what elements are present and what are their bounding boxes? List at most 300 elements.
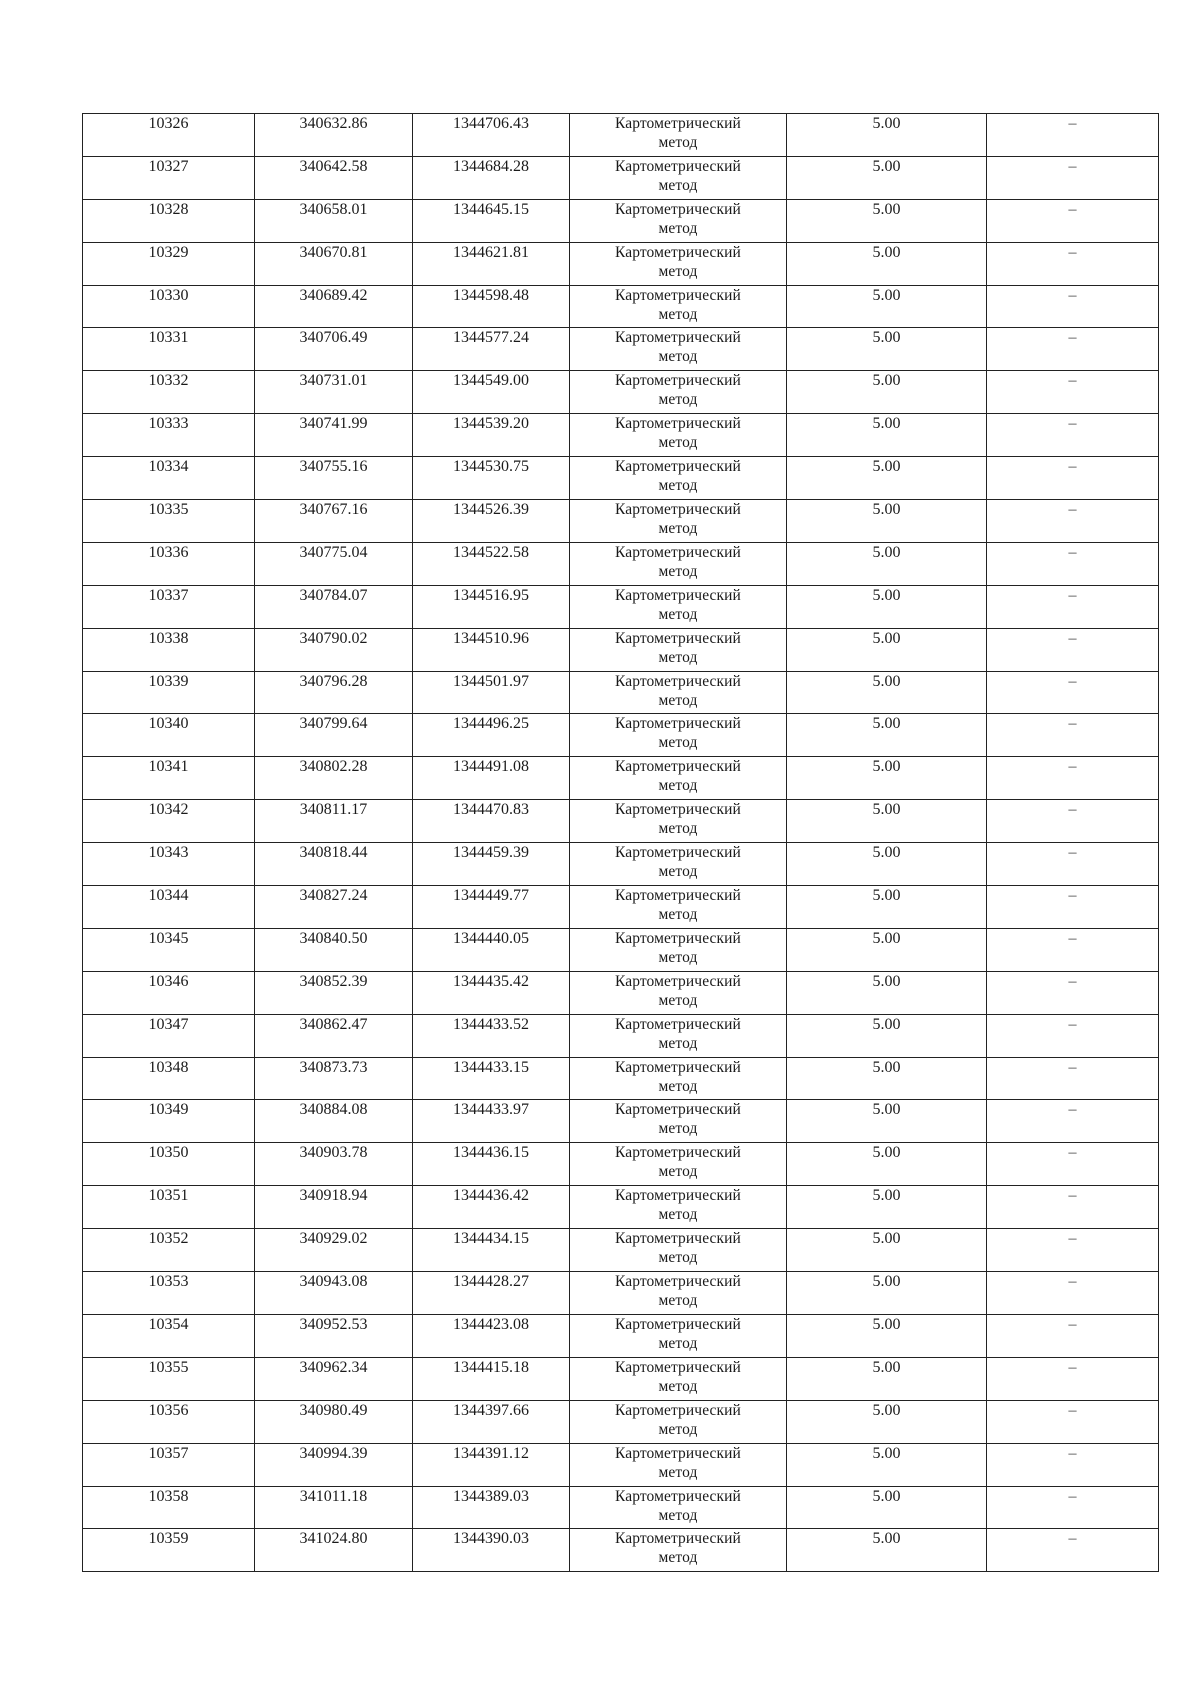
table-row	[83, 114, 1159, 157]
method-cell	[570, 1486, 787, 1529]
method-line-1: Картометрический	[615, 801, 741, 819]
table-row	[83, 1357, 1159, 1400]
method-line-2: метод	[658, 477, 698, 495]
table-row	[83, 757, 1159, 800]
method-line-2: метод	[658, 948, 698, 966]
note-cell: –	[987, 886, 1159, 929]
y-coordinate-cell: 1344496.25	[413, 714, 570, 757]
accuracy-cell: 5.00	[787, 628, 987, 671]
note-cell: –	[987, 1057, 1159, 1100]
method-cell	[570, 1443, 787, 1486]
x-coordinate-cell: 341011.18	[255, 1486, 413, 1529]
x-coordinate-cell: 340670.81	[255, 242, 413, 285]
method-line-2: метод	[658, 1420, 698, 1438]
x-coordinate-cell: 340799.64	[255, 714, 413, 757]
table-row	[83, 671, 1159, 714]
y-coordinate-cell: 1344501.97	[413, 671, 570, 714]
method-line-1: Картометрический	[615, 115, 741, 132]
method-line-2: метод	[658, 520, 698, 538]
point-id-cell: 10346	[83, 971, 255, 1014]
method-line-2: метод	[658, 1292, 698, 1310]
method-cell	[570, 156, 787, 199]
y-coordinate-cell: 1344621.81	[413, 242, 570, 285]
table-row	[83, 1272, 1159, 1315]
x-coordinate-cell: 340802.28	[255, 757, 413, 800]
x-coordinate-cell: 340903.78	[255, 1143, 413, 1186]
note-cell: –	[987, 1529, 1159, 1572]
point-id-cell: 10355	[83, 1357, 255, 1400]
table-row	[83, 242, 1159, 285]
accuracy-cell: 5.00	[787, 1357, 987, 1400]
table-row	[83, 1186, 1159, 1229]
note-cell: –	[987, 1486, 1159, 1529]
method-line-1: Картометрический	[615, 501, 741, 519]
accuracy-cell: 5.00	[787, 585, 987, 628]
point-id-cell: 10342	[83, 800, 255, 843]
method-line-2: метод	[658, 262, 698, 280]
y-coordinate-cell: 1344645.15	[413, 199, 570, 242]
point-id-cell: 10327	[83, 156, 255, 199]
table-body	[83, 114, 1159, 1572]
method-cell	[570, 757, 787, 800]
table-row	[83, 1486, 1159, 1529]
note-cell: –	[987, 585, 1159, 628]
x-coordinate-cell: 340755.16	[255, 457, 413, 500]
x-coordinate-cell: 340632.86	[255, 114, 413, 157]
x-coordinate-cell: 340818.44	[255, 843, 413, 886]
y-coordinate-cell: 1344684.28	[413, 156, 570, 199]
accuracy-cell: 5.00	[787, 1014, 987, 1057]
method-line-1: Картометрический	[615, 1144, 741, 1162]
point-id-cell: 10329	[83, 242, 255, 285]
table-row	[83, 156, 1159, 199]
method-cell	[570, 328, 787, 371]
method-cell	[570, 886, 787, 929]
accuracy-cell: 5.00	[787, 671, 987, 714]
table-row	[83, 1057, 1159, 1100]
method-line-1: Картометрический	[615, 1358, 741, 1376]
accuracy-cell: 5.00	[787, 1229, 987, 1272]
method-cell	[570, 1186, 787, 1229]
coordinates-table	[82, 113, 1159, 1572]
method-cell	[570, 114, 787, 157]
method-cell	[570, 457, 787, 500]
note-cell: –	[987, 328, 1159, 371]
point-id-cell: 10347	[83, 1014, 255, 1057]
method-cell	[570, 628, 787, 671]
x-coordinate-cell: 340962.34	[255, 1357, 413, 1400]
x-coordinate-cell: 340784.07	[255, 585, 413, 628]
accuracy-cell: 5.00	[787, 542, 987, 585]
point-id-cell: 10359	[83, 1529, 255, 1572]
method-cell	[570, 800, 787, 843]
method-cell	[570, 414, 787, 457]
method-line-1: Картометрический	[615, 1530, 741, 1548]
method-line-1: Картометрический	[615, 929, 741, 947]
method-line-2: метод	[658, 863, 698, 881]
y-coordinate-cell: 1344435.42	[413, 971, 570, 1014]
point-id-cell: 10331	[83, 328, 255, 371]
y-coordinate-cell: 1344391.12	[413, 1443, 570, 1486]
note-cell: –	[987, 1272, 1159, 1315]
x-coordinate-cell: 340796.28	[255, 671, 413, 714]
method-line-2: метод	[658, 391, 698, 409]
method-line-2: метод	[658, 820, 698, 838]
y-coordinate-cell: 1344526.39	[413, 500, 570, 543]
point-id-cell: 10354	[83, 1314, 255, 1357]
x-coordinate-cell: 340642.58	[255, 156, 413, 199]
method-cell	[570, 714, 787, 757]
note-cell: –	[987, 843, 1159, 886]
point-id-cell: 10334	[83, 457, 255, 500]
note-cell: –	[987, 457, 1159, 500]
note-cell: –	[987, 1014, 1159, 1057]
method-line-2: метод	[658, 134, 698, 151]
y-coordinate-cell: 1344491.08	[413, 757, 570, 800]
x-coordinate-cell: 340980.49	[255, 1400, 413, 1443]
note-cell: –	[987, 1229, 1159, 1272]
method-line-2: метод	[658, 906, 698, 924]
y-coordinate-cell: 1344577.24	[413, 328, 570, 371]
x-coordinate-cell: 341024.80	[255, 1529, 413, 1572]
y-coordinate-cell: 1344459.39	[413, 843, 570, 886]
accuracy-cell: 5.00	[787, 285, 987, 328]
table-row	[83, 886, 1159, 929]
note-cell: –	[987, 671, 1159, 714]
method-line-2: метод	[658, 1249, 698, 1267]
y-coordinate-cell: 1344390.03	[413, 1529, 570, 1572]
note-cell: –	[987, 1400, 1159, 1443]
method-line-1: Картометрический	[615, 715, 741, 733]
method-line-2: метод	[658, 1549, 698, 1567]
point-id-cell: 10357	[83, 1443, 255, 1486]
method-line-1: Картометрический	[615, 629, 741, 647]
table-row	[83, 199, 1159, 242]
point-id-cell: 10328	[83, 199, 255, 242]
accuracy-cell: 5.00	[787, 1486, 987, 1529]
method-line-2: метод	[658, 219, 698, 237]
method-line-1: Картометрический	[615, 243, 741, 261]
accuracy-cell: 5.00	[787, 328, 987, 371]
y-coordinate-cell: 1344516.95	[413, 585, 570, 628]
method-cell	[570, 199, 787, 242]
x-coordinate-cell: 340840.50	[255, 928, 413, 971]
table-row	[83, 928, 1159, 971]
y-coordinate-cell: 1344433.15	[413, 1057, 570, 1100]
method-line-2: метод	[658, 777, 698, 795]
method-cell	[570, 585, 787, 628]
x-coordinate-cell: 340731.01	[255, 371, 413, 414]
point-id-cell: 10353	[83, 1272, 255, 1315]
accuracy-cell: 5.00	[787, 500, 987, 543]
point-id-cell: 10339	[83, 671, 255, 714]
point-id-cell: 10333	[83, 414, 255, 457]
table-row	[83, 285, 1159, 328]
note-cell: –	[987, 1314, 1159, 1357]
table-row	[83, 843, 1159, 886]
point-id-cell: 10338	[83, 628, 255, 671]
table-row	[83, 1443, 1159, 1486]
method-cell	[570, 1100, 787, 1143]
accuracy-cell: 5.00	[787, 457, 987, 500]
point-id-cell: 10343	[83, 843, 255, 886]
point-id-cell: 10344	[83, 886, 255, 929]
method-cell	[570, 843, 787, 886]
note-cell: –	[987, 757, 1159, 800]
x-coordinate-cell: 340689.42	[255, 285, 413, 328]
note-cell: –	[987, 628, 1159, 671]
y-coordinate-cell: 1344397.66	[413, 1400, 570, 1443]
x-coordinate-cell: 340952.53	[255, 1314, 413, 1357]
note-cell: –	[987, 156, 1159, 199]
method-line-1: Картометрический	[615, 1187, 741, 1205]
accuracy-cell: 5.00	[787, 1186, 987, 1229]
method-line-1: Картометрический	[615, 1273, 741, 1291]
y-coordinate-cell: 1344539.20	[413, 414, 570, 457]
method-line-2: метод	[658, 648, 698, 666]
method-line-1: Картометрический	[615, 1015, 741, 1033]
method-cell	[570, 928, 787, 971]
point-id-cell: 10341	[83, 757, 255, 800]
y-coordinate-cell: 1344433.52	[413, 1014, 570, 1057]
method-line-1: Картометрический	[615, 372, 741, 390]
table-row	[83, 1143, 1159, 1186]
method-line-1: Картометрический	[615, 157, 741, 175]
method-line-1: Картометрический	[615, 286, 741, 304]
y-coordinate-cell: 1344389.03	[413, 1486, 570, 1529]
method-cell	[570, 971, 787, 1014]
y-coordinate-cell: 1344434.15	[413, 1229, 570, 1272]
accuracy-cell: 5.00	[787, 1400, 987, 1443]
method-cell	[570, 542, 787, 585]
point-id-cell: 10345	[83, 928, 255, 971]
method-line-2: метод	[658, 434, 698, 452]
table-row	[83, 1229, 1159, 1272]
x-coordinate-cell: 340827.24	[255, 886, 413, 929]
accuracy-cell: 5.00	[787, 1057, 987, 1100]
point-id-cell: 10349	[83, 1100, 255, 1143]
point-id-cell: 10337	[83, 585, 255, 628]
y-coordinate-cell: 1344449.77	[413, 886, 570, 929]
y-coordinate-cell: 1344415.18	[413, 1357, 570, 1400]
table-row	[83, 585, 1159, 628]
method-line-2: метод	[658, 305, 698, 323]
y-coordinate-cell: 1344510.96	[413, 628, 570, 671]
note-cell: –	[987, 1443, 1159, 1486]
method-line-2: метод	[658, 1034, 698, 1052]
method-line-2: метод	[658, 1377, 698, 1395]
method-line-1: Картометрический	[615, 844, 741, 862]
method-line-1: Картометрический	[615, 672, 741, 690]
method-cell	[570, 1357, 787, 1400]
method-line-2: метод	[658, 1077, 698, 1095]
method-line-2: метод	[658, 1206, 698, 1224]
accuracy-cell: 5.00	[787, 114, 987, 157]
table-row	[83, 1314, 1159, 1357]
point-id-cell: 10352	[83, 1229, 255, 1272]
table-row	[83, 457, 1159, 500]
table-row	[83, 800, 1159, 843]
table-row	[83, 328, 1159, 371]
method-line-2: метод	[658, 176, 698, 194]
method-cell	[570, 1314, 787, 1357]
method-line-2: метод	[658, 348, 698, 366]
method-line-1: Картометрический	[615, 1444, 741, 1462]
table-row	[83, 414, 1159, 457]
table-row	[83, 971, 1159, 1014]
point-id-cell: 10348	[83, 1057, 255, 1100]
method-cell	[570, 285, 787, 328]
accuracy-cell: 5.00	[787, 1529, 987, 1572]
table-row	[83, 371, 1159, 414]
note-cell: –	[987, 1143, 1159, 1186]
accuracy-cell: 5.00	[787, 1443, 987, 1486]
method-line-1: Картометрический	[615, 1401, 741, 1419]
table-row	[83, 1529, 1159, 1572]
accuracy-cell: 5.00	[787, 757, 987, 800]
accuracy-cell: 5.00	[787, 886, 987, 929]
x-coordinate-cell: 340775.04	[255, 542, 413, 585]
accuracy-cell: 5.00	[787, 242, 987, 285]
method-line-1: Картометрический	[615, 887, 741, 905]
note-cell: –	[987, 928, 1159, 971]
x-coordinate-cell: 340862.47	[255, 1014, 413, 1057]
point-id-cell: 10356	[83, 1400, 255, 1443]
method-line-2: метод	[658, 1163, 698, 1181]
x-coordinate-cell: 340658.01	[255, 199, 413, 242]
table-row	[83, 1014, 1159, 1057]
x-coordinate-cell: 340929.02	[255, 1229, 413, 1272]
method-line-2: метод	[658, 1463, 698, 1481]
x-coordinate-cell: 340767.16	[255, 500, 413, 543]
note-cell: –	[987, 1100, 1159, 1143]
y-coordinate-cell: 1344549.00	[413, 371, 570, 414]
y-coordinate-cell: 1344440.05	[413, 928, 570, 971]
y-coordinate-cell: 1344530.75	[413, 457, 570, 500]
point-id-cell: 10326	[83, 114, 255, 157]
note-cell: –	[987, 285, 1159, 328]
method-line-2: метод	[658, 734, 698, 752]
method-line-2: метод	[658, 1334, 698, 1352]
method-line-2: метод	[658, 1120, 698, 1138]
accuracy-cell: 5.00	[787, 199, 987, 242]
method-cell	[570, 1229, 787, 1272]
method-line-1: Картометрический	[615, 758, 741, 776]
method-cell	[570, 1057, 787, 1100]
note-cell: –	[987, 542, 1159, 585]
method-line-2: метод	[658, 562, 698, 580]
note-cell: –	[987, 371, 1159, 414]
method-line-1: Картометрический	[615, 586, 741, 604]
note-cell: –	[987, 714, 1159, 757]
method-line-1: Картометрический	[615, 1487, 741, 1505]
point-id-cell: 10330	[83, 285, 255, 328]
accuracy-cell: 5.00	[787, 414, 987, 457]
method-cell	[570, 1400, 787, 1443]
method-cell	[570, 1529, 787, 1572]
x-coordinate-cell: 340741.99	[255, 414, 413, 457]
accuracy-cell: 5.00	[787, 928, 987, 971]
x-coordinate-cell: 340790.02	[255, 628, 413, 671]
accuracy-cell: 5.00	[787, 800, 987, 843]
method-cell	[570, 671, 787, 714]
y-coordinate-cell: 1344706.43	[413, 114, 570, 157]
y-coordinate-cell: 1344428.27	[413, 1272, 570, 1315]
accuracy-cell: 5.00	[787, 971, 987, 1014]
x-coordinate-cell: 340994.39	[255, 1443, 413, 1486]
x-coordinate-cell: 340918.94	[255, 1186, 413, 1229]
x-coordinate-cell: 340811.17	[255, 800, 413, 843]
table-row	[83, 500, 1159, 543]
x-coordinate-cell: 340873.73	[255, 1057, 413, 1100]
method-line-1: Картометрический	[615, 543, 741, 561]
y-coordinate-cell: 1344470.83	[413, 800, 570, 843]
method-line-1: Картометрический	[615, 1101, 741, 1119]
table-row	[83, 1400, 1159, 1443]
y-coordinate-cell: 1344598.48	[413, 285, 570, 328]
note-cell: –	[987, 114, 1159, 157]
accuracy-cell: 5.00	[787, 1314, 987, 1357]
method-line-1: Картометрический	[615, 1058, 741, 1076]
method-line-1: Картометрический	[615, 200, 741, 218]
y-coordinate-cell: 1344522.58	[413, 542, 570, 585]
y-coordinate-cell: 1344423.08	[413, 1314, 570, 1357]
accuracy-cell: 5.00	[787, 714, 987, 757]
point-id-cell: 10335	[83, 500, 255, 543]
point-id-cell: 10351	[83, 1186, 255, 1229]
accuracy-cell: 5.00	[787, 371, 987, 414]
x-coordinate-cell: 340943.08	[255, 1272, 413, 1315]
point-id-cell: 10358	[83, 1486, 255, 1529]
table-row	[83, 1100, 1159, 1143]
method-cell	[570, 500, 787, 543]
method-line-2: метод	[658, 1506, 698, 1524]
method-line-2: метод	[658, 691, 698, 709]
note-cell: –	[987, 242, 1159, 285]
point-id-cell: 10332	[83, 371, 255, 414]
y-coordinate-cell: 1344436.42	[413, 1186, 570, 1229]
y-coordinate-cell: 1344433.97	[413, 1100, 570, 1143]
method-line-1: Картометрический	[615, 1230, 741, 1248]
note-cell: –	[987, 500, 1159, 543]
method-cell	[570, 1014, 787, 1057]
note-cell: –	[987, 414, 1159, 457]
point-id-cell: 10336	[83, 542, 255, 585]
method-line-2: метод	[658, 991, 698, 1009]
method-cell	[570, 242, 787, 285]
method-cell	[570, 1272, 787, 1315]
table-row	[83, 628, 1159, 671]
point-id-cell: 10350	[83, 1143, 255, 1186]
note-cell: –	[987, 971, 1159, 1014]
method-line-1: Картометрический	[615, 329, 741, 347]
method-cell	[570, 371, 787, 414]
x-coordinate-cell: 340852.39	[255, 971, 413, 1014]
note-cell: –	[987, 199, 1159, 242]
table-row	[83, 714, 1159, 757]
accuracy-cell: 5.00	[787, 1143, 987, 1186]
method-line-1: Картометрический	[615, 972, 741, 990]
method-line-1: Картометрический	[615, 458, 741, 476]
note-cell: –	[987, 800, 1159, 843]
method-line-2: метод	[658, 605, 698, 623]
method-line-1: Картометрический	[615, 1315, 741, 1333]
accuracy-cell: 5.00	[787, 156, 987, 199]
accuracy-cell: 5.00	[787, 1272, 987, 1315]
note-cell: –	[987, 1186, 1159, 1229]
accuracy-cell: 5.00	[787, 1100, 987, 1143]
x-coordinate-cell: 340706.49	[255, 328, 413, 371]
